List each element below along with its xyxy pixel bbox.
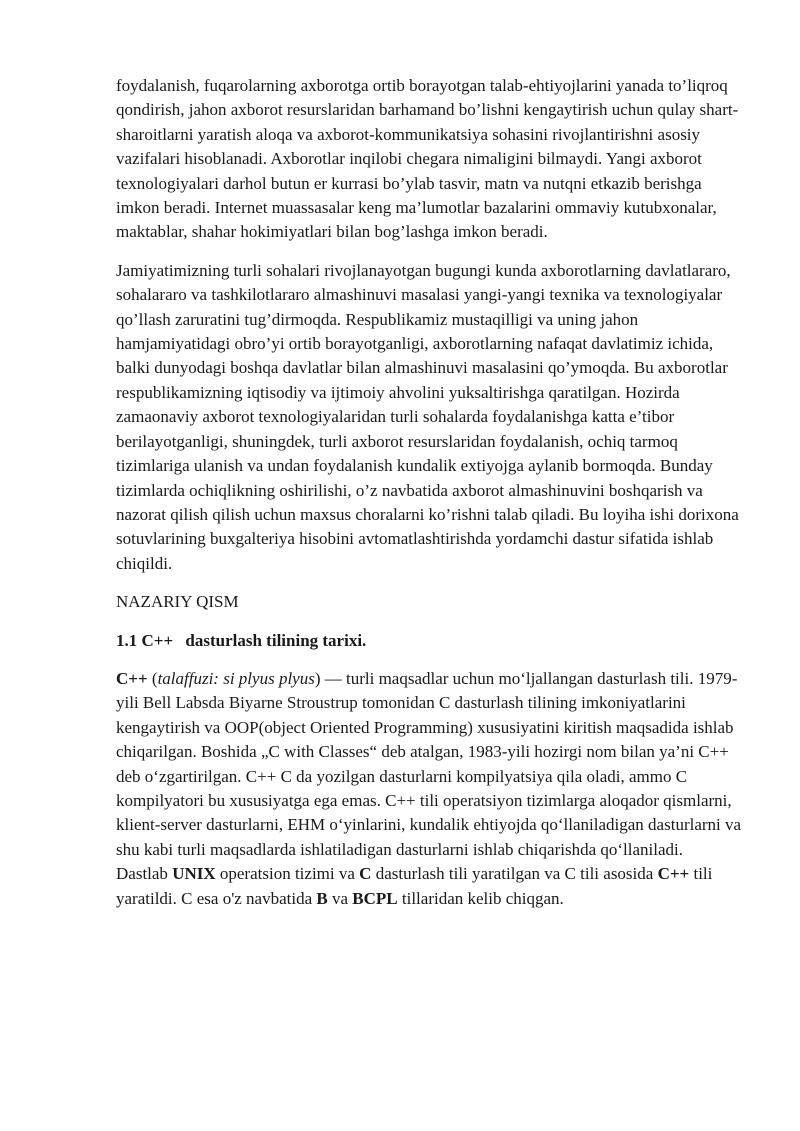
paragraph-intro: foydalanish, fuqarolarning axborotga ortib borayotgan talab-ehtiyojlarini yanada to’liqroq qondirish, jahon axborot resurslaridan barhamand bo’lishni kengaytirish uchun qulay shart-sharoitlarni yaratish aloqa va axborot-kommunikatsiya sohasini rivojlantirishni asosiy vazifalari hisoblanadi. Axborotlar inqilobi chegara nimaligini bilmaydi. Yangi axborot texnologiyalari darhol butun er kurrasi bo’ylab tasvir, matn va nutqni etkazib berishga imkon beradi. Internet muassasalar keng ma’lumotlar bazalarini ommaviy kutubxonalar, maktablar, shahar hokimiyatlari bilan bog’lashga imkon beradi. xyxy=(116,76,739,242)
origin-t3: dasturlash tili yaratilgan va C tili asosida xyxy=(371,864,658,884)
cpp-definition: ) — turli maqsadlar uchun mo‘ljallangan dasturlash tili. 1979-yili Bell Labsda Biyarne Stroustrup tomonidan C dasturlash tilining imkoniyatlarini kengaytirish va OOP(object Oriented Programming) xususiyatini kiritish maqsadida ishlab chiqarilgan. Boshida „C with Classes“ deb atalgan, 1983-yili hozirgi nom bilan ya’ni C++ deb o‘zgartirilgan. C++ C da yozilgan dasturlarni kompilyatsiya qila oladi, ammo C kompilyatori bu xususiyatga ega emas. C++ tili operatsiyon tizimlarga aloqador qismlarni, klient-server dasturlarni, EHM o‘yinlarini, kundalik ehtiyojda qo‘llaniladigan dasturlarni va shu kabi turli maqsadlarda ishlatiladigan dasturlarni ishlab chiqarishda qo‘llaniladi. xyxy=(116,668,742,859)
cpp-term: C++ xyxy=(116,668,148,688)
origin-cpp: C++ xyxy=(657,864,690,884)
cpp-open-paren: ( xyxy=(147,668,158,688)
origin-t6: tillaridan kelib chiqgan. xyxy=(397,888,564,908)
document-page xyxy=(116,74,748,911)
origin-c: C xyxy=(359,864,372,884)
origin-bcpl: BCPL xyxy=(352,888,398,908)
origin-t2: operatsion tizimi va xyxy=(215,864,360,884)
paragraph-society: Jamiyatimizning turli sohalari rivojlanayotgan bugungi kunda axborotlarning davlatlararo, sohalararo va tashkilotlararo almashinuvi masalasi yangi-yangi texnika va texnologiyalar qo’llash zaruratini tug’dirmoqda. Respublikamiz mustaqilligi va uning jahon hamjamiyatidagi obro’yi ortib borayotganligi, axborotlarning nafaqat davlatimiz ichida, balki dunyodagi boshqa davlatlar bilan almashinuvi masalasini qo’ymoqda. Bu axborotlar respublikamizning iqtisodiy va ijtimoiy ahvolini yuksaltirishga qaratilgan. Hozirda zamaonaviy axborot texnologiyalaridan turli sohalarda foydalanishga katta e’tibor berilayotganligi, shuningdek, turli axborot resurslaridan foydalanish, ochiq tarmoq tizimlariga ulanish va undan foydalanish kundalik extiyojga aylanib bormoqda. Bunday tizimlarda ochiqlikning oshirilishi, o’z navbatida axborot almashinuvini boshqarish va nazorat qilish qilish uchun maxsus choralarni ko’rishni talab qiladi. Bu loyiha ishi dorixona sotuvlarining buxgalteriya hisobini avtomatlashtirishda yordamchi dastur sifatida ishlab chiqildi. xyxy=(116,260,739,573)
cpp-pronunciation: talaffuzi: si plyus plyus xyxy=(157,668,315,688)
paragraph-cpp xyxy=(116,667,748,911)
section-title: NAZARIY QISM xyxy=(116,592,239,612)
origin-t5: va xyxy=(327,888,353,908)
origin-t1: Dastlab xyxy=(116,864,173,884)
origin-b: B xyxy=(316,888,328,908)
subheading-text: dasturlash tilining tarixi. xyxy=(185,630,367,650)
origin-t4: tili yaratildi. C esa o'z navbatida xyxy=(116,864,713,908)
origin-unix: UNIX xyxy=(172,864,216,884)
subheading xyxy=(116,629,748,653)
subheading-number: 1.1 C++ xyxy=(116,630,174,650)
